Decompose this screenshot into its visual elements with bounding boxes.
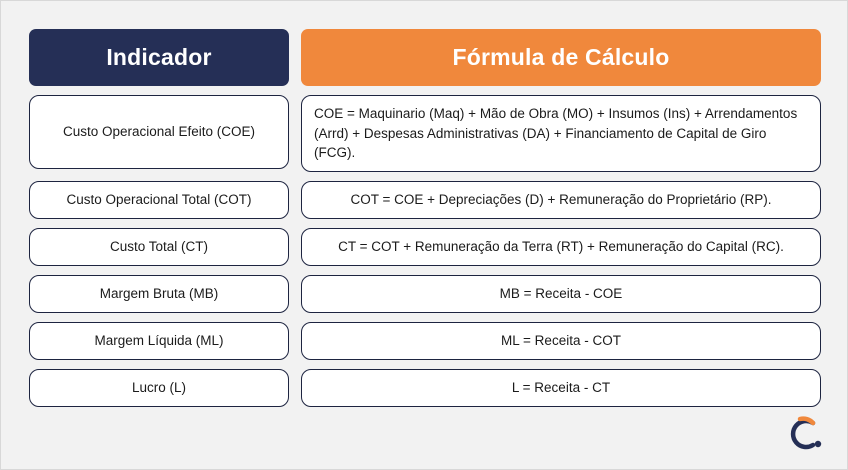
indicator-label: Margem Líquida (ML) [29,322,289,360]
indicator-label: Margem Bruta (MB) [29,275,289,313]
table-row [29,95,821,172]
indicator-label: Lucro (L) [29,369,289,407]
formula-text: MB = Receita - COE [301,275,821,313]
header-formula: Fórmula de Cálculo [301,29,821,86]
table-row [29,181,821,219]
table-row [29,322,821,360]
column-gap [289,322,301,360]
formula-text: CT = COT + Remuneração da Terra (RT) + Remuneração do Capital (RC). [301,228,821,266]
column-gap [289,181,301,219]
indicator-formula-table [29,29,821,416]
table-header-row [29,29,821,86]
column-gap [289,228,301,266]
indicator-label: Custo Operacional Efeito (COE) [29,95,289,169]
table-row [29,228,821,266]
column-gap [289,29,301,86]
column-gap [289,95,301,172]
table-row [29,275,821,313]
brand-logo-c-icon [783,415,825,453]
column-gap [289,369,301,407]
formula-text: L = Receita - CT [301,369,821,407]
table-row [29,369,821,407]
formula-text: COT = COE + Depreciações (D) + Remuneração do Proprietário (RP). [301,181,821,219]
indicator-label: Custo Total (CT) [29,228,289,266]
indicator-label: Custo Operacional Total (COT) [29,181,289,219]
formula-text: COE = Maquinario (Maq) + Mão de Obra (MO) + Insumos (Ins) + Arrendamentos (Arrd) + Despesas Administrativas (DA) + Financiamento de Capital de Giro (FCG). [301,95,821,172]
column-gap [289,275,301,313]
header-indicador: Indicador [29,29,289,86]
formula-text: ML = Receita - COT [301,322,821,360]
